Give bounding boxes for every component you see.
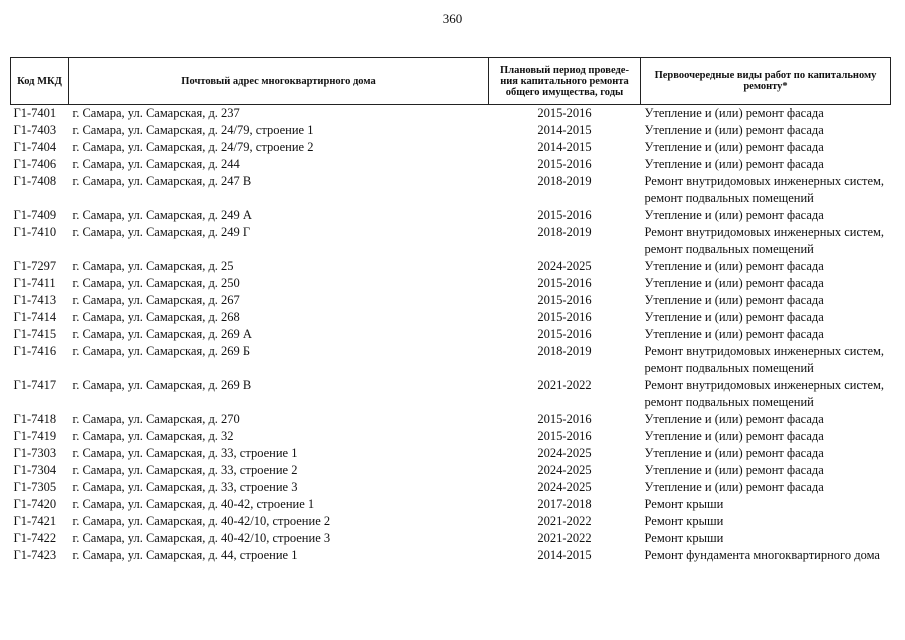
works-cell [641,156,891,173]
mkd-code-cell: Г1-7419 [13,429,57,443]
table-row [11,224,891,258]
period-cell: 2014-2015 [537,123,592,137]
works-line: Ремонт крыши [644,531,724,545]
table-body [11,105,891,565]
works-cell [641,445,891,462]
works-cell [641,258,891,275]
period-cell: 2024-2025 [537,259,592,273]
works-cell [641,411,891,428]
period-cell: 2024-2025 [537,463,592,477]
header-period: Плановый период проведе-ния капитального ремонта общего имущества, годы [489,58,641,105]
mkd-code-cell: Г1-7422 [13,531,57,545]
mkd-code-cell: Г1-7415 [13,327,57,341]
address-cell: г. Самара, ул. Самарская, д. 33, строение 3 [72,480,298,494]
table-row [11,207,891,224]
period-cell: 2015-2016 [537,429,592,443]
mkd-code-cell: Г1-7404 [13,140,57,154]
period-cell: 2015-2016 [537,276,592,290]
works-line: ремонт подвальных помещений [644,395,814,409]
address-cell: г. Самара, ул. Самарская, д. 249 А [72,208,252,222]
header-works: Первоочередные виды работ по капитальному ремонту* [641,58,891,105]
works-cell [641,207,891,224]
mkd-code-cell: Г1-7411 [13,276,56,290]
mkd-code-cell: Г1-7421 [13,514,57,528]
works-line: ремонт подвальных помещений [644,361,814,375]
works-line: Утепление и (или) ремонт фасада [644,276,824,290]
works-line: Ремонт внутридомовых инженерных систем, [644,344,885,358]
header-row [11,58,891,105]
period-cell: 2015-2016 [537,310,592,324]
works-line: Утепление и (или) ремонт фасада [644,106,824,120]
mkd-code-cell: Г1-7304 [13,463,57,477]
mkd-code-cell: Г1-7423 [13,548,57,562]
works-cell [641,496,891,513]
address-cell: г. Самара, ул. Самарская, д. 32 [72,429,234,443]
works-cell [641,105,891,123]
period-cell: 2018-2019 [537,174,592,188]
address-cell: г. Самара, ул. Самарская, д. 24/79, строение 2 [72,140,314,154]
works-cell [641,292,891,309]
works-line: Ремонт внутридомовых инженерных систем, [644,378,885,392]
works-line: ремонт подвальных помещений [644,242,814,256]
works-line: Утепление и (или) ремонт фасада [644,429,824,443]
table-row [11,156,891,173]
works-cell [641,377,891,411]
table-row [11,428,891,445]
address-cell: г. Самара, ул. Самарская, д. 269 Б [72,344,251,358]
works-line: Утепление и (или) ремонт фасада [644,208,824,222]
mkd-code-cell: Г1-7420 [13,497,57,511]
address-cell: г. Самара, ул. Самарская, д. 40-42/10, строение 3 [72,531,331,545]
address-cell: г. Самара, ул. Самарская, д. 33, строение 2 [72,463,298,477]
table-header [11,58,891,105]
works-line: Утепление и (или) ремонт фасада [644,157,824,171]
table-row [11,139,891,156]
period-cell: 2021-2022 [537,378,592,392]
mkd-code-cell: Г1-7416 [13,344,57,358]
header-address: Почтовый адрес многоквартирного дома [69,58,489,105]
works-cell [641,139,891,156]
period-cell: 2014-2015 [537,548,592,562]
address-cell: г. Самара, ул. Самарская, д. 250 [72,276,240,290]
works-cell [641,479,891,496]
mkd-code-cell: Г1-7417 [13,378,57,392]
table-row [11,309,891,326]
mkd-code-cell: Г1-7305 [13,480,57,494]
table-row [11,275,891,292]
works-line: Утепление и (или) ремонт фасада [644,480,824,494]
works-cell [641,173,891,207]
mkd-code-cell: Г1-7401 [13,106,57,120]
mkd-code-cell: Г1-7414 [13,310,57,324]
period-cell: 2018-2019 [537,344,592,358]
table-row [11,411,891,428]
period-cell: 2021-2022 [537,514,592,528]
address-cell: г. Самара, ул. Самарская, д. 268 [72,310,240,324]
works-line: Утепление и (или) ремонт фасада [644,463,824,477]
address-cell: г. Самара, ул. Самарская, д. 40-42/10, строение 2 [72,514,331,528]
period-cell: 2014-2015 [537,140,592,154]
mkd-code-cell: Г1-7413 [13,293,57,307]
address-cell: г. Самара, ул. Самарская, д. 33, строение 1 [72,446,298,460]
table-row [11,547,891,564]
period-cell: 2015-2016 [537,412,592,426]
address-cell: г. Самара, ул. Самарская, д. 247 В [72,174,252,188]
period-cell: 2021-2022 [537,531,592,545]
table-row [11,462,891,479]
mkd-code-cell: Г1-7406 [13,157,57,171]
works-cell [641,122,891,139]
works-line: Ремонт крыши [644,497,724,511]
mkd-code-cell: Г1-7410 [13,225,57,239]
address-cell: г. Самара, ул. Самарская, д. 270 [72,412,240,426]
mkd-table-container [10,57,890,564]
table-row [11,122,891,139]
table-row [11,377,891,411]
mkd-code-cell: Г1-7418 [13,412,57,426]
address-cell: г. Самара, ул. Самарская, д. 244 [72,157,240,171]
works-line: Утепление и (или) ремонт фасада [644,259,824,273]
address-cell: г. Самара, ул. Самарская, д. 267 [72,293,240,307]
period-cell: 2015-2016 [537,293,592,307]
works-line: Утепление и (или) ремонт фасада [644,327,824,341]
address-cell: г. Самара, ул. Самарская, д. 249 Г [72,225,251,239]
period-cell: 2017-2018 [537,497,592,511]
works-cell [641,309,891,326]
header-code: Код МКД [11,58,69,105]
works-line: Ремонт фундамента многоквартирного дома [644,548,880,562]
works-line: Утепление и (или) ремонт фасада [644,293,824,307]
works-line: Утепление и (или) ремонт фасада [644,123,824,137]
works-cell [641,530,891,547]
mkd-code-cell: Г1-7403 [13,123,57,137]
works-line: Утепление и (или) ремонт фасада [644,446,824,460]
address-cell: г. Самара, ул. Самарская, д. 24/79, строение 1 [72,123,314,137]
mkd-code-cell: Г1-7303 [13,446,57,460]
period-cell: 2024-2025 [537,446,592,460]
address-cell: г. Самара, ул. Самарская, д. 40-42, строение 1 [72,497,315,511]
table-row [11,343,891,377]
works-cell [641,343,891,377]
address-cell: г. Самара, ул. Самарская, д. 269 В [72,378,252,392]
works-line: Утепление и (или) ремонт фасада [644,412,824,426]
works-line: Ремонт внутридомовых инженерных систем, [644,174,885,188]
mkd-repair-table [10,57,891,564]
works-cell [641,547,891,564]
period-cell: 2018-2019 [537,225,592,239]
works-line: Утепление и (или) ремонт фасада [644,310,824,324]
address-cell: г. Самара, ул. Самарская, д. 237 [72,106,240,120]
works-line: Утепление и (или) ремонт фасада [644,140,824,154]
table-row [11,173,891,207]
period-cell: 2024-2025 [537,480,592,494]
works-cell [641,428,891,445]
works-line: Ремонт крыши [644,514,724,528]
mkd-code-cell: Г1-7409 [13,208,57,222]
works-line: ремонт подвальных помещений [644,191,814,205]
table-row [11,513,891,530]
table-row [11,496,891,513]
table-row [11,479,891,496]
period-cell: 2015-2016 [537,106,592,120]
works-cell [641,513,891,530]
address-cell: г. Самара, ул. Самарская, д. 25 [72,259,234,273]
table-row [11,105,891,123]
table-row [11,258,891,275]
works-cell [641,275,891,292]
mkd-code-cell: Г1-7408 [13,174,57,188]
mkd-code-cell: Г1-7297 [13,259,57,273]
works-line: Ремонт внутридомовых инженерных систем, [644,225,885,239]
table-row [11,530,891,547]
period-cell: 2015-2016 [537,208,592,222]
works-cell [641,224,891,258]
table-row [11,445,891,462]
address-cell: г. Самара, ул. Самарская, д. 269 А [72,327,252,341]
page-number: 360 [442,11,463,26]
address-cell: г. Самара, ул. Самарская, д. 44, строение 1 [72,548,298,562]
period-cell: 2015-2016 [537,157,592,171]
works-cell [641,326,891,343]
table-row [11,292,891,309]
table-row [11,326,891,343]
period-cell: 2015-2016 [537,327,592,341]
works-cell [641,462,891,479]
